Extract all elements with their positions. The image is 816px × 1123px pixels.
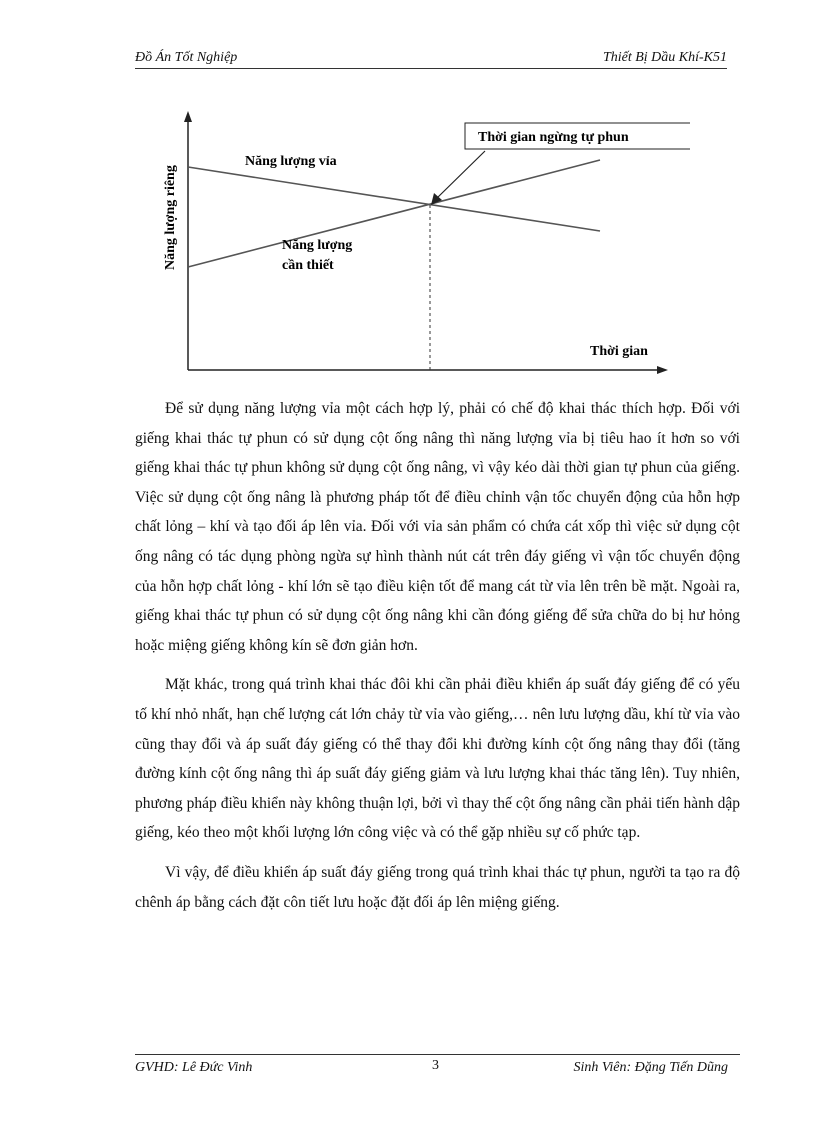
paragraph-2: Mặt khác, trong quá trình khai thác đôi khi cần phải điều khiển áp suất đáy giếng để có yếu tố khí nhỏ nhất, hạn chế lượng cát lớn chảy từ vỉa vào giếng,… nên lưu lượng dầu, khí từ vỉa vào cũng thay đổi và áp suất đáy giếng có thể thay đổi khi đường kính cột ống nâng thay đổi (tăng đường kính cột ống nâng thì áp suất đáy giếng giảm và lưu lượng khai thác tăng lên). Tuy nhiên, phương pháp điều khiển này không thuận lợi, bởi vì thay thế cột ống nâng cần phải tiến hành dập giếng, kéo theo một khối lượng lớn công việc và có thể gặp nhiều sự cố phức tạp.	[135, 676, 740, 842]
page-header	[135, 50, 727, 69]
diagram-svg	[150, 105, 690, 377]
page-number: 3	[432, 1058, 439, 1073]
paragraph-3: Vì vậy, để điều khiển áp suất đáy giếng trong quá trình khai thác tự phun, người ta tạo ra độ chênh áp bằng cách đặt côn tiết lưu hoặc đặt đối áp lên miệng giếng.	[135, 863, 740, 911]
x-axis-label: Thời gian	[590, 344, 648, 359]
header-title-left: Đồ Án Tốt Nghiệp	[135, 50, 238, 65]
y-axis-arrow	[184, 111, 192, 122]
callout-label: Thời gian ngừng tự phun	[478, 130, 629, 145]
body-text	[135, 394, 740, 927]
footer-student: Sinh Viên: Đặng Tiến Dũng	[573, 1060, 728, 1075]
required-energy-label-1: Năng lượng	[282, 238, 353, 253]
required-energy-label-2: cần thiết	[282, 258, 334, 273]
reservoir-energy-label: Năng lượng vỉa	[245, 154, 337, 169]
x-axis-arrow	[657, 366, 668, 374]
y-axis-label: Năng lượng riêng	[163, 165, 178, 270]
footer-advisor: GVHD: Lê Đức Vinh	[135, 1060, 253, 1075]
paragraph-1: Để sử dụng năng lượng vỉa một cách hợp lý, phải có chế độ khai thác thích hợp. Đối với giếng khai thác tự phun có sử dụng cột ống nâng thì năng lượng vỉa bị tiêu hao ít hơn so với giếng khai thác tự phun không sử dụng cột ống nâng, vì vậy kéo dài thời gian tự phun của giếng. Việc sử dụng cột ống nâng là phương pháp tốt để điều chỉnh vận tốc chuyển động của hỗn hợp chất lỏng – khí và tạo đối áp lên vỉa. Đối với vỉa sản phẩm có chứa cát xốp thì việc sử dụng cột ống nâng có tác dụng phòng ngừa sự hình thành nút cát trên đáy giếng vì vận tốc chuyển động của hỗn hợp chất lỏng - khí lớn sẽ tạo điều kiện tốt để mang cát từ vỉa lên trên bề mặt. Ngoài ra, giếng khai thác tự phun có sử dụng cột ống nâng khi cần đóng giếng để sửa chữa do bị hư hỏng hoặc miệng giếng không kín sẽ đơn giản hơn.	[135, 400, 740, 654]
header-title-right: Thiết Bị Dầu Khí-K51	[602, 50, 727, 65]
energy-time-diagram	[150, 105, 690, 377]
page-footer	[135, 1054, 740, 1079]
